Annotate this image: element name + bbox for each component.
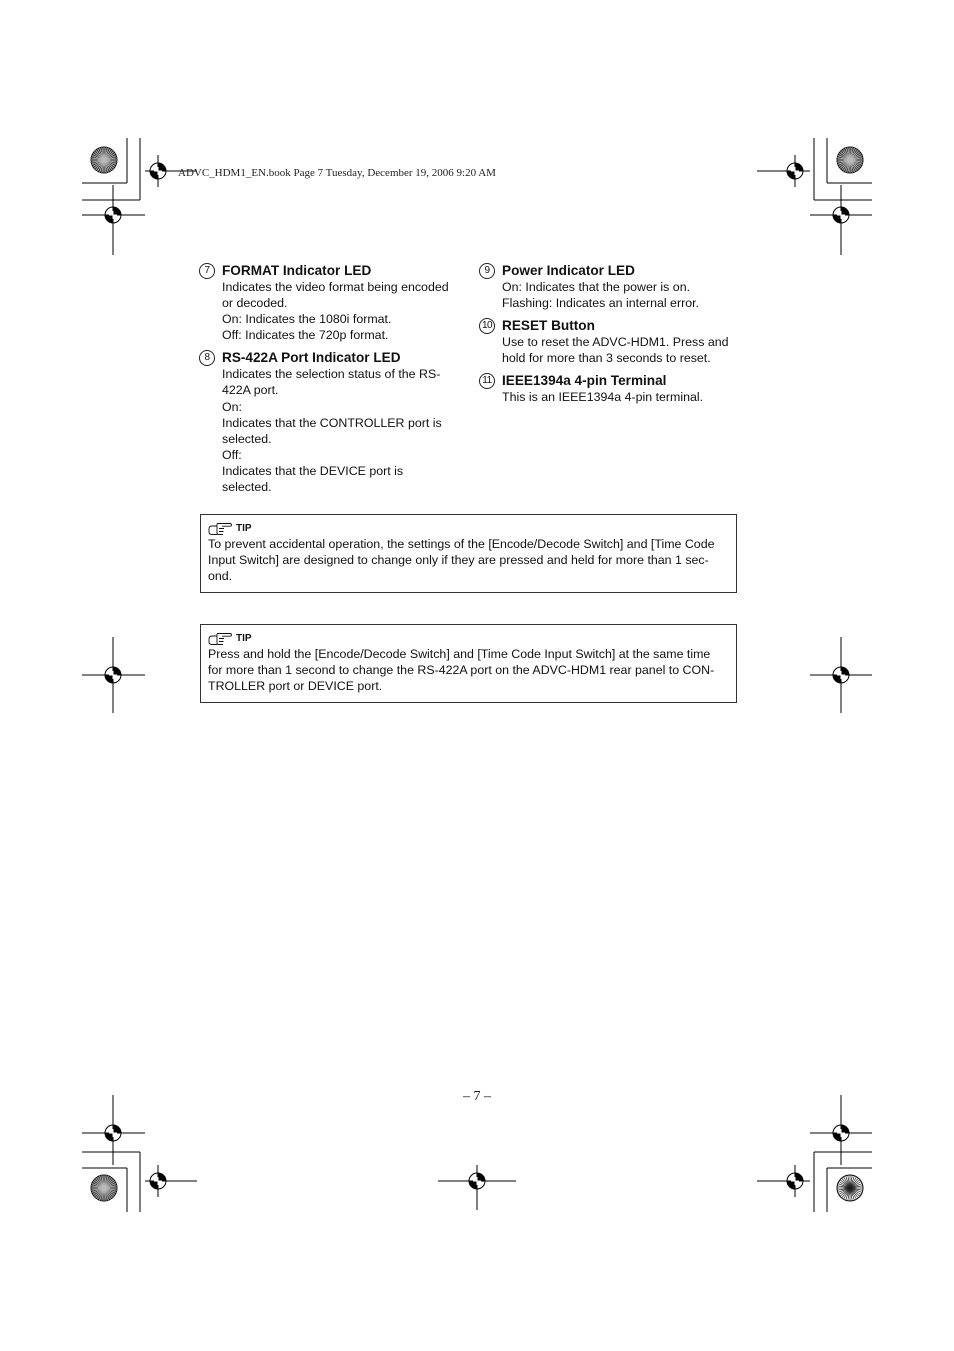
section-title: Power Indicator LED bbox=[502, 263, 635, 278]
body-line: On: bbox=[222, 399, 242, 414]
book-file-info: ADVC_HDM1_EN.book Page 7 Tuesday, December 19, 2006 9:20 AM bbox=[178, 167, 496, 179]
body-line: Flashing: Indicates an internal error. bbox=[502, 296, 699, 311]
tip-box bbox=[200, 624, 737, 703]
left-column bbox=[199, 262, 461, 495]
tip-text-line: Press and hold the [Encode/Decode Switch] and [Time Code Input Switch] at the same time bbox=[208, 647, 711, 661]
section-rs422a-led bbox=[199, 349, 461, 495]
section-reset-button bbox=[479, 317, 744, 366]
tip-label: TIP bbox=[236, 522, 252, 534]
section-power-led bbox=[479, 262, 744, 311]
body-line: On: Indicates that the power is on. bbox=[502, 280, 691, 294]
section-title: RS-422A Port Indicator LED bbox=[222, 350, 401, 366]
item-number-badge: 10 bbox=[479, 318, 495, 334]
body-line: This is an IEEE1394a 4-pin terminal. bbox=[502, 390, 704, 405]
starburst-mark bbox=[91, 147, 117, 173]
item-number-badge: 8 bbox=[199, 350, 215, 366]
section-title: FORMAT Indicator LED bbox=[222, 263, 372, 278]
tip-text-line: TROLLER port or DEVICE port. bbox=[208, 679, 383, 693]
right-column bbox=[479, 262, 744, 405]
tip-text-line: ond. bbox=[208, 569, 233, 583]
section-title: IEEE1394a 4-pin Terminal bbox=[502, 373, 667, 389]
body-line: selected. bbox=[222, 431, 272, 446]
body-line: Use to reset the ADVC-HDM1. Press and bbox=[502, 335, 729, 350]
body-line: Indicates that the DEVICE port is bbox=[222, 463, 404, 478]
body-line: On: Indicates the 1080i format. bbox=[222, 312, 392, 327]
tip-text-line: for more than 1 second to change the RS-422A port on the ADVC-HDM1 rear panel to CON- bbox=[208, 663, 715, 677]
body-line: Indicates the selection status of the RS- bbox=[222, 367, 441, 382]
item-number-badge: 7 bbox=[199, 263, 215, 279]
tip-header bbox=[208, 631, 728, 646]
body-line: selected. bbox=[222, 480, 272, 495]
item-number-badge: 11 bbox=[479, 373, 495, 389]
body-line: 422A port. bbox=[222, 383, 279, 398]
section-ieee1394a-terminal bbox=[479, 372, 744, 405]
starburst-mark bbox=[837, 1175, 863, 1201]
body-line: hold for more than 3 seconds to reset. bbox=[502, 351, 711, 366]
body-line: Indicates the video format being encoded bbox=[222, 280, 449, 294]
starburst-mark bbox=[91, 1175, 117, 1201]
section-title: RESET Button bbox=[502, 318, 595, 334]
tip-text-line: To prevent accidental operation, the settings of the [Encode/Decode Switch] and [Time Code bbox=[208, 537, 715, 551]
item-number-badge: 9 bbox=[479, 263, 495, 279]
body-line: Off: bbox=[222, 447, 242, 462]
section-format-led bbox=[199, 262, 461, 343]
tip-box bbox=[200, 514, 737, 593]
pointing-hand-icon bbox=[208, 523, 232, 535]
pointing-hand-icon bbox=[208, 633, 232, 645]
tip-text-line: Input Switch] are designed to change only if they are pressed and held for more than 1 sec- bbox=[208, 553, 709, 567]
tip-label: TIP bbox=[236, 632, 252, 644]
body-line: Off: Indicates the 720p format. bbox=[222, 328, 389, 343]
body-line: Indicates that the CONTROLLER port is bbox=[222, 415, 442, 430]
starburst-mark bbox=[837, 147, 863, 173]
page-number: – 7 – bbox=[463, 1089, 491, 1104]
body-line: or decoded. bbox=[222, 296, 288, 311]
tip-header bbox=[208, 521, 728, 536]
